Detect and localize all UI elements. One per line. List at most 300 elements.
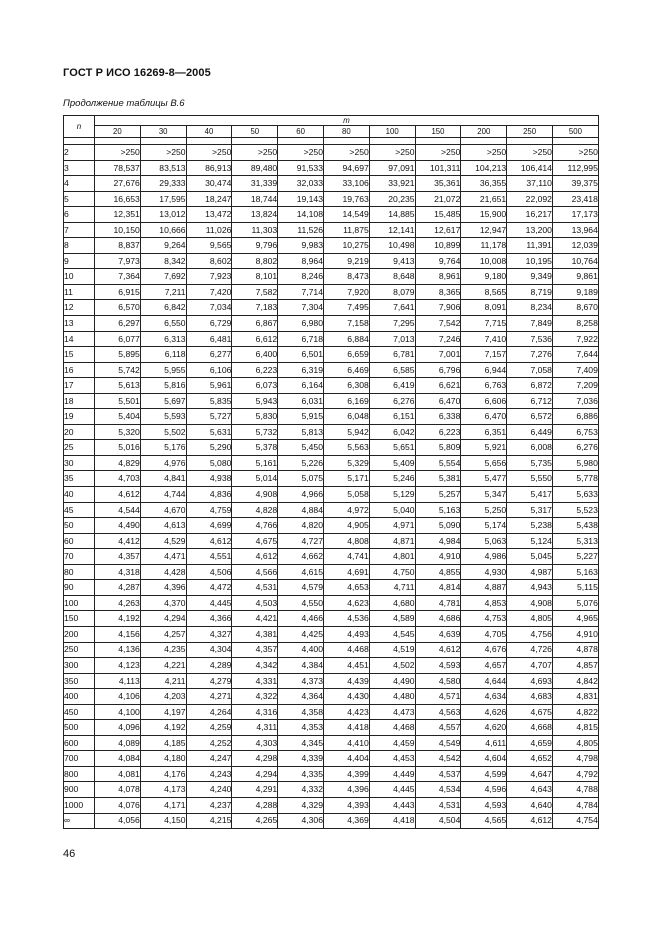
- value-cell: 4,192: [95, 611, 141, 627]
- value-cell: 4,404: [323, 751, 369, 767]
- value-cell: 8,101: [232, 269, 278, 285]
- value-cell: 4,727: [278, 533, 324, 549]
- value-cell: 5,593: [140, 409, 186, 425]
- value-cell: 7,036: [552, 393, 598, 409]
- value-cell: 4,753: [461, 611, 507, 627]
- n-cell: 250: [64, 642, 95, 658]
- value-cell: 6,550: [140, 316, 186, 332]
- table-head: [64, 116, 599, 138]
- value-cell: 4,808: [323, 533, 369, 549]
- value-cell: 4,668: [507, 720, 553, 736]
- value-cell: 10,195: [507, 253, 553, 269]
- table-row: [64, 362, 599, 378]
- value-cell: 5,742: [95, 362, 141, 378]
- table-row: [64, 813, 599, 829]
- value-cell: 6,042: [369, 424, 415, 440]
- value-cell: 6,572: [507, 409, 553, 425]
- value-cell: 6,796: [415, 362, 461, 378]
- gap-cell: [552, 138, 598, 145]
- value-cell: 4,972: [323, 502, 369, 518]
- gap-cell: [461, 138, 507, 145]
- value-cell: 4,759: [186, 502, 232, 518]
- value-cell: 4,076: [95, 797, 141, 813]
- value-cell: 4,908: [232, 487, 278, 503]
- value-cell: 4,185: [140, 735, 186, 751]
- value-cell: 7,906: [415, 300, 461, 316]
- value-cell: 5,656: [461, 455, 507, 471]
- value-cell: 5,161: [232, 455, 278, 471]
- value-cell: 4,604: [461, 751, 507, 767]
- value-cell: 4,373: [278, 673, 324, 689]
- value-cell: 7,364: [95, 269, 141, 285]
- value-cell: 5,176: [140, 440, 186, 456]
- table-row: [64, 316, 599, 332]
- value-cell: 5,830: [232, 409, 278, 425]
- value-cell: 4,451: [323, 658, 369, 674]
- value-cell: 30,474: [186, 176, 232, 192]
- n-cell: 4: [64, 176, 95, 192]
- value-cell: 5,651: [369, 440, 415, 456]
- value-cell: 4,396: [140, 580, 186, 596]
- value-cell: 7,410: [461, 331, 507, 347]
- value-cell: 4,493: [323, 626, 369, 642]
- value-cell: 5,347: [461, 487, 507, 503]
- value-cell: 9,764: [415, 253, 461, 269]
- value-cell: 27,676: [95, 176, 141, 192]
- value-cell: 6,886: [552, 409, 598, 425]
- value-cell: 8,565: [461, 284, 507, 300]
- value-cell: 5,943: [232, 393, 278, 409]
- m-column-header: m: [95, 116, 599, 126]
- value-cell: 5,014: [232, 471, 278, 487]
- table-row: [64, 797, 599, 813]
- value-cell: 4,599: [461, 766, 507, 782]
- value-cell: 4,831: [552, 689, 598, 705]
- value-cell: 4,366: [186, 611, 232, 627]
- value-cell: 5,813: [278, 424, 324, 440]
- value-cell: 78,537: [95, 160, 141, 176]
- value-cell: 4,335: [278, 766, 324, 782]
- table-row: [64, 611, 599, 627]
- value-cell: 4,536: [323, 611, 369, 627]
- value-cell: 4,593: [415, 658, 461, 674]
- value-cell: 7,495: [323, 300, 369, 316]
- value-cell: 4,814: [415, 580, 461, 596]
- value-cell: 4,506: [186, 564, 232, 580]
- table-row: [64, 409, 599, 425]
- value-cell: 10,150: [95, 222, 141, 238]
- m-value-header: 500: [552, 126, 598, 138]
- value-cell: 12,039: [552, 238, 598, 254]
- value-cell: 5,563: [323, 440, 369, 456]
- value-cell: 19,763: [323, 191, 369, 207]
- value-cell: 4,976: [140, 455, 186, 471]
- value-cell: 11,875: [323, 222, 369, 238]
- value-cell: 4,247: [186, 751, 232, 767]
- value-cell: 4,490: [369, 673, 415, 689]
- value-cell: >250: [552, 145, 598, 161]
- value-cell: 4,550: [278, 595, 324, 611]
- value-cell: 5,895: [95, 347, 141, 363]
- value-cell: 4,699: [186, 518, 232, 534]
- value-cell: 9,189: [552, 284, 598, 300]
- value-cell: 4,096: [95, 720, 141, 736]
- value-cell: 4,318: [95, 564, 141, 580]
- value-cell: 5,980: [552, 455, 598, 471]
- value-cell: >250: [369, 145, 415, 161]
- value-cell: 5,075: [278, 471, 324, 487]
- value-cell: 4,311: [232, 720, 278, 736]
- value-cell: 6,151: [369, 409, 415, 425]
- value-cell: 4,943: [507, 580, 553, 596]
- value-cell: 5,290: [186, 440, 232, 456]
- value-cell: 6,400: [232, 347, 278, 363]
- value-cell: 18,247: [186, 191, 232, 207]
- n-cell: 40: [64, 487, 95, 503]
- value-cell: 10,008: [461, 253, 507, 269]
- value-cell: 5,417: [507, 487, 553, 503]
- n-cell: 17: [64, 378, 95, 394]
- value-cell: 4,221: [140, 658, 186, 674]
- table-row: [64, 735, 599, 751]
- n-cell: 7: [64, 222, 95, 238]
- value-cell: 6,501: [278, 347, 324, 363]
- value-cell: 7,409: [552, 362, 598, 378]
- value-cell: 4,471: [140, 549, 186, 565]
- table-row: [64, 300, 599, 316]
- value-cell: 5,171: [323, 471, 369, 487]
- gap-cell: [140, 138, 186, 145]
- value-cell: 4,805: [552, 735, 598, 751]
- value-cell: 4,084: [95, 751, 141, 767]
- table-row: [64, 642, 599, 658]
- value-cell: 6,470: [461, 409, 507, 425]
- value-cell: 4,459: [369, 735, 415, 751]
- value-cell: 12,351: [95, 207, 141, 223]
- value-cell: 4,908: [507, 595, 553, 611]
- value-cell: 104,213: [461, 160, 507, 176]
- header-row-m: [64, 116, 599, 126]
- value-cell: 4,910: [415, 549, 461, 565]
- value-cell: 6,606: [461, 393, 507, 409]
- value-cell: 4,612: [95, 487, 141, 503]
- value-cell: 4,445: [369, 782, 415, 798]
- value-cell: 5,226: [278, 455, 324, 471]
- value-cell: 8,602: [186, 253, 232, 269]
- table-body: [64, 138, 599, 829]
- value-cell: 5,921: [461, 440, 507, 456]
- table-row: [64, 658, 599, 674]
- value-cell: 4,579: [278, 580, 324, 596]
- n-cell: 80: [64, 564, 95, 580]
- value-cell: 4,580: [415, 673, 461, 689]
- value-cell: 6,781: [369, 347, 415, 363]
- value-cell: 4,853: [461, 595, 507, 611]
- value-cell: 7,923: [186, 269, 232, 285]
- value-cell: 5,727: [186, 409, 232, 425]
- value-cell: 4,519: [369, 642, 415, 658]
- value-cell: >250: [415, 145, 461, 161]
- n-cell: 50: [64, 518, 95, 534]
- value-cell: 4,357: [232, 642, 278, 658]
- value-cell: 4,744: [140, 487, 186, 503]
- n-cell: 400: [64, 689, 95, 705]
- value-cell: 4,801: [369, 549, 415, 565]
- value-cell: 5,477: [461, 471, 507, 487]
- value-cell: 4,611: [461, 735, 507, 751]
- n-cell: 45: [64, 502, 95, 518]
- value-cell: 4,322: [232, 689, 278, 705]
- value-cell: 4,966: [278, 487, 324, 503]
- value-cell: 4,634: [461, 689, 507, 705]
- value-cell: 10,764: [552, 253, 598, 269]
- value-cell: 4,156: [95, 626, 141, 642]
- value-cell: 4,871: [369, 533, 415, 549]
- value-cell: 4,741: [323, 549, 369, 565]
- value-cell: 4,502: [369, 658, 415, 674]
- value-cell: 4,449: [369, 766, 415, 782]
- value-cell: 4,542: [415, 751, 461, 767]
- value-cell: 4,369: [323, 813, 369, 829]
- n-cell: 500: [64, 720, 95, 736]
- value-cell: 4,878: [552, 642, 598, 658]
- value-cell: 4,987: [507, 564, 553, 580]
- table-row: [64, 253, 599, 269]
- value-cell: 4,357: [95, 549, 141, 565]
- value-cell: 9,565: [186, 238, 232, 254]
- value-cell: 7,158: [323, 316, 369, 332]
- value-cell: 4,203: [140, 689, 186, 705]
- table-row: [64, 595, 599, 611]
- value-cell: 7,209: [552, 378, 598, 394]
- value-cell: 4,657: [461, 658, 507, 674]
- table-row: [64, 564, 599, 580]
- value-cell: 4,620: [461, 720, 507, 736]
- table-row: [64, 191, 599, 207]
- value-cell: 6,718: [278, 331, 324, 347]
- value-cell: 10,899: [415, 238, 461, 254]
- value-cell: 4,332: [278, 782, 324, 798]
- value-cell: 6,276: [369, 393, 415, 409]
- value-cell: 7,715: [461, 316, 507, 332]
- value-cell: 5,076: [552, 595, 598, 611]
- value-cell: 4,647: [507, 766, 553, 782]
- value-cell: 4,675: [232, 533, 278, 549]
- value-cell: 5,063: [461, 533, 507, 549]
- value-cell: 5,040: [369, 502, 415, 518]
- value-cell: 4,263: [95, 595, 141, 611]
- value-cell: 6,763: [461, 378, 507, 394]
- gap-cell: [186, 138, 232, 145]
- value-cell: 4,855: [415, 564, 461, 580]
- value-cell: 15,485: [415, 207, 461, 223]
- value-cell: 97,091: [369, 160, 415, 176]
- value-cell: 8,670: [552, 300, 598, 316]
- value-cell: 7,920: [323, 284, 369, 300]
- value-cell: 4,589: [369, 611, 415, 627]
- value-cell: 6,008: [507, 440, 553, 456]
- value-cell: 7,001: [415, 347, 461, 363]
- value-cell: 4,805: [507, 611, 553, 627]
- value-cell: 7,542: [415, 316, 461, 332]
- value-cell: 4,298: [232, 751, 278, 767]
- value-cell: 4,857: [552, 658, 598, 674]
- value-cell: 39,375: [552, 176, 598, 192]
- value-cell: 4,531: [232, 580, 278, 596]
- value-cell: 4,566: [232, 564, 278, 580]
- value-cell: 14,549: [323, 207, 369, 223]
- n-cell: 450: [64, 704, 95, 720]
- value-cell: 4,971: [369, 518, 415, 534]
- table-row: [64, 269, 599, 285]
- value-cell: 4,784: [552, 797, 598, 813]
- n-cell: 15: [64, 347, 95, 363]
- value-cell: 4,820: [278, 518, 324, 534]
- n-cell: 35: [64, 471, 95, 487]
- value-cell: 4,472: [186, 580, 232, 596]
- value-cell: 14,108: [278, 207, 324, 223]
- value-cell: 4,235: [140, 642, 186, 658]
- value-cell: 4,480: [369, 689, 415, 705]
- n-cell: 3: [64, 160, 95, 176]
- value-cell: 7,973: [95, 253, 141, 269]
- table-row: [64, 580, 599, 596]
- value-cell: 4,676: [461, 642, 507, 658]
- value-cell: 9,264: [140, 238, 186, 254]
- table-row: [64, 782, 599, 798]
- table-row: [64, 704, 599, 720]
- table-row: [64, 440, 599, 456]
- value-cell: 6,980: [278, 316, 324, 332]
- value-cell: 4,106: [95, 689, 141, 705]
- value-cell: 4,303: [232, 735, 278, 751]
- value-cell: 9,796: [232, 238, 278, 254]
- value-cell: 4,252: [186, 735, 232, 751]
- n-cell: 100: [64, 595, 95, 611]
- value-cell: 4,612: [232, 549, 278, 565]
- table-caption: Продолжение таблицы В.6: [63, 98, 185, 109]
- value-cell: >250: [461, 145, 507, 161]
- value-cell: 4,430: [323, 689, 369, 705]
- value-cell: 86,913: [186, 160, 232, 176]
- table-row: [64, 518, 599, 534]
- value-cell: 8,342: [140, 253, 186, 269]
- value-cell: 4,197: [140, 704, 186, 720]
- value-cell: 5,835: [186, 393, 232, 409]
- value-cell: 4,910: [552, 626, 598, 642]
- value-cell: 4,653: [323, 580, 369, 596]
- value-cell: 9,983: [278, 238, 324, 254]
- table-row: [64, 331, 599, 347]
- value-cell: 5,329: [323, 455, 369, 471]
- value-cell: 20,235: [369, 191, 415, 207]
- value-cell: 6,223: [232, 362, 278, 378]
- value-cell: 4,056: [95, 813, 141, 829]
- value-cell: 4,257: [140, 626, 186, 642]
- value-cell: 7,034: [186, 300, 232, 316]
- value-cell: 4,612: [507, 813, 553, 829]
- value-cell: 4,370: [140, 595, 186, 611]
- value-cell: 13,964: [552, 222, 598, 238]
- value-cell: 7,692: [140, 269, 186, 285]
- table-row: [64, 238, 599, 254]
- value-cell: 5,090: [415, 518, 461, 534]
- value-cell: 4,593: [461, 797, 507, 813]
- value-cell: 37,110: [507, 176, 553, 192]
- n-cell: ∞: [64, 813, 95, 829]
- value-cell: 101,311: [415, 160, 461, 176]
- table-row: [64, 751, 599, 767]
- value-cell: 8,964: [278, 253, 324, 269]
- table-row: [64, 347, 599, 363]
- value-cell: 6,470: [415, 393, 461, 409]
- value-cell: 16,217: [507, 207, 553, 223]
- m-value-header: 30: [140, 126, 186, 138]
- value-cell: 5,404: [95, 409, 141, 425]
- n-cell: 16: [64, 362, 95, 378]
- m-value-header: 50: [232, 126, 278, 138]
- value-cell: 9,349: [507, 269, 553, 285]
- value-cell: 5,080: [186, 455, 232, 471]
- n-cell: 10: [64, 269, 95, 285]
- value-cell: 4,537: [415, 766, 461, 782]
- value-cell: 6,753: [552, 424, 598, 440]
- value-cell: 5,250: [461, 502, 507, 518]
- value-cell: 4,396: [323, 782, 369, 798]
- n-cell: 60: [64, 533, 95, 549]
- value-cell: 11,526: [278, 222, 324, 238]
- value-cell: 4,545: [369, 626, 415, 642]
- value-cell: 7,582: [232, 284, 278, 300]
- value-cell: 6,073: [232, 378, 278, 394]
- value-cell: 29,333: [140, 176, 186, 192]
- value-cell: 4,339: [278, 751, 324, 767]
- value-cell: 4,750: [369, 564, 415, 580]
- value-cell: 4,644: [461, 673, 507, 689]
- value-cell: 5,502: [140, 424, 186, 440]
- value-cell: 7,013: [369, 331, 415, 347]
- n-cell: 1000: [64, 797, 95, 813]
- value-cell: 4,453: [369, 751, 415, 767]
- value-cell: 4,841: [140, 471, 186, 487]
- value-cell: 4,176: [140, 766, 186, 782]
- value-cell: 31,339: [232, 176, 278, 192]
- value-cell: 4,445: [186, 595, 232, 611]
- value-cell: 13,472: [186, 207, 232, 223]
- value-cell: 5,227: [552, 549, 598, 565]
- value-cell: 5,317: [507, 502, 553, 518]
- value-cell: 11,391: [507, 238, 553, 254]
- value-cell: 4,643: [507, 782, 553, 798]
- value-cell: 4,691: [323, 564, 369, 580]
- value-cell: 6,276: [552, 440, 598, 456]
- value-cell: 8,365: [415, 284, 461, 300]
- value-cell: 4,412: [95, 533, 141, 549]
- value-cell: 6,118: [140, 347, 186, 363]
- value-cell: 4,331: [232, 673, 278, 689]
- value-cell: 4,279: [186, 673, 232, 689]
- value-cell: 5,115: [552, 580, 598, 596]
- value-cell: 4,136: [95, 642, 141, 658]
- value-cell: 7,849: [507, 316, 553, 332]
- value-cell: 4,686: [415, 611, 461, 627]
- value-cell: 4,100: [95, 704, 141, 720]
- value-cell: 11,303: [232, 222, 278, 238]
- value-cell: 4,259: [186, 720, 232, 736]
- value-cell: 4,792: [552, 766, 598, 782]
- value-cell: 5,124: [507, 533, 553, 549]
- value-cell: 4,215: [186, 813, 232, 829]
